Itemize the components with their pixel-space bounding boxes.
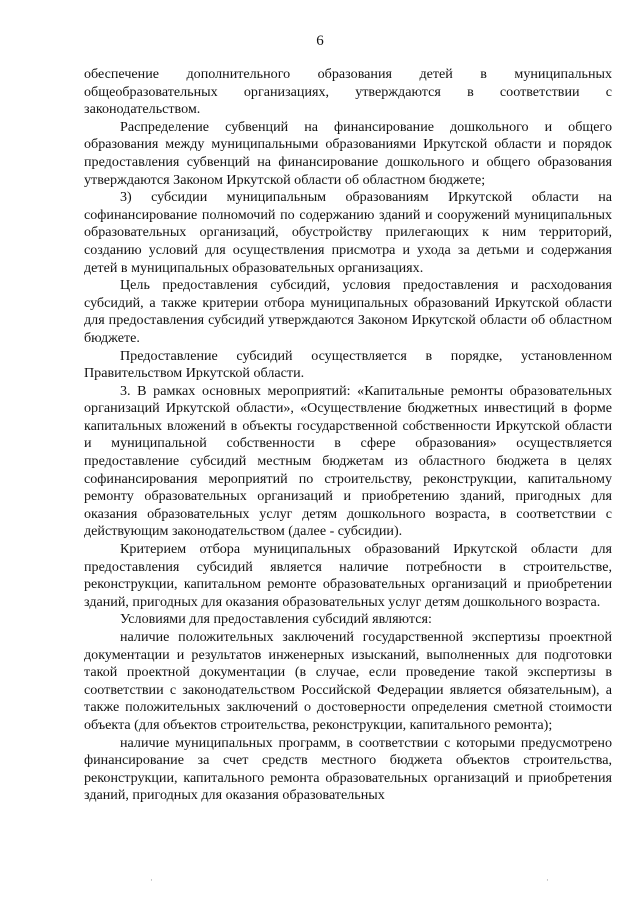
paragraph-subsidies-purpose: Цель предоставления субсидий, условия предоставления и расходования субсидий, а также критерии отбора муниципальных образований Иркутской области для предоставления субсидий утверждаются Законом Иркутской области об областном бюджете. — [84, 277, 612, 346]
document-body — [84, 66, 612, 805]
scan-speck: · — [150, 876, 153, 886]
paragraph-subsidies-item-3: 3) субсидии муниципальным образованиям Иркутской области на софинансирование полномочий по содержанию зданий и сооружений муниципальных образовательных организаций, обустройству прилегающих к ним территорий, созданию условий для осуществления присмотра и ухода за детьми и содержания детей в муниципальных образовательных организациях. — [84, 189, 612, 276]
paragraph-condition-expertise: наличие положительных заключений государственной экспертизы проектной документации и результатов инженерных изысканий, выполненных для подготовки такой проектной документации (в случае, если проведение такой экспертизы в соответствии с законодательством Российской Федерации является обязательным), а также положительных заключений о достоверности определения сметной стоимости объекта (для объектов строительства, реконструкции, капитального ремонта); — [84, 629, 612, 733]
paragraph-subventions-distribution: Распределение субвенций на финансирование дошкольного и общего образования между муниципальными образованиями Иркутской области и порядок предоставления субвенций на финансирование дошкольного и общего образования утверждаются Законом Иркутской области об областном бюджете; — [84, 118, 612, 188]
scan-speck: · — [546, 876, 549, 886]
paragraph-selection-criterion: Критерием отбора муниципальных образований Иркутской области для предоставления субсидий является наличие потребности в строительстве, реконструкции, капитальном ремонте образовательных организаций и приобретении зданий, пригодных для оказания образовательных услуг детям дошкольного возраста. — [84, 541, 612, 610]
page-number: 6 — [316, 33, 324, 49]
paragraph-section-3: 3. В рамках основных мероприятий: «Капитальные ремонты образовательных организаций Иркутской области», «Осуществление бюджетных инвестиций в форме капитальных вложений в объекты государственной собственности Иркутской области и муниципальной собственности в сфере образования» осуществляется предоставление субсидий местным бюджетам из областного бюджета в целях софинансирования мероприятий по строительству, реконструкции, капитальному ремонту образовательных организаций и приобретению зданий, пригодных для оказания образовательных услуг детям дошкольного возраста, в соответствии с действующим законодательством (далее - субсидии). — [84, 382, 612, 540]
paragraph-subsidies-procedure: Предоставление субсидий осуществляется в порядке, установленном Правительством Иркутской области. — [84, 347, 612, 382]
paragraph-continuation: обеспечение дополнительного образования детей в муниципальных общеобразовательных организациях, утверждаются в соответствии с законодательством. — [84, 66, 612, 118]
paragraph-condition-programs: наличие муниципальных программ, в соответствии с которыми предусмотрено финансирование за счет средств местного бюджета объектов строительства, реконструкции, капитального ремонта образовательных организаций и приобретения зданий, пригодных для оказания образовательных — [84, 734, 612, 804]
paragraph-conditions-heading: Условиями для предоставления субсидий являются: — [120, 611, 432, 628]
